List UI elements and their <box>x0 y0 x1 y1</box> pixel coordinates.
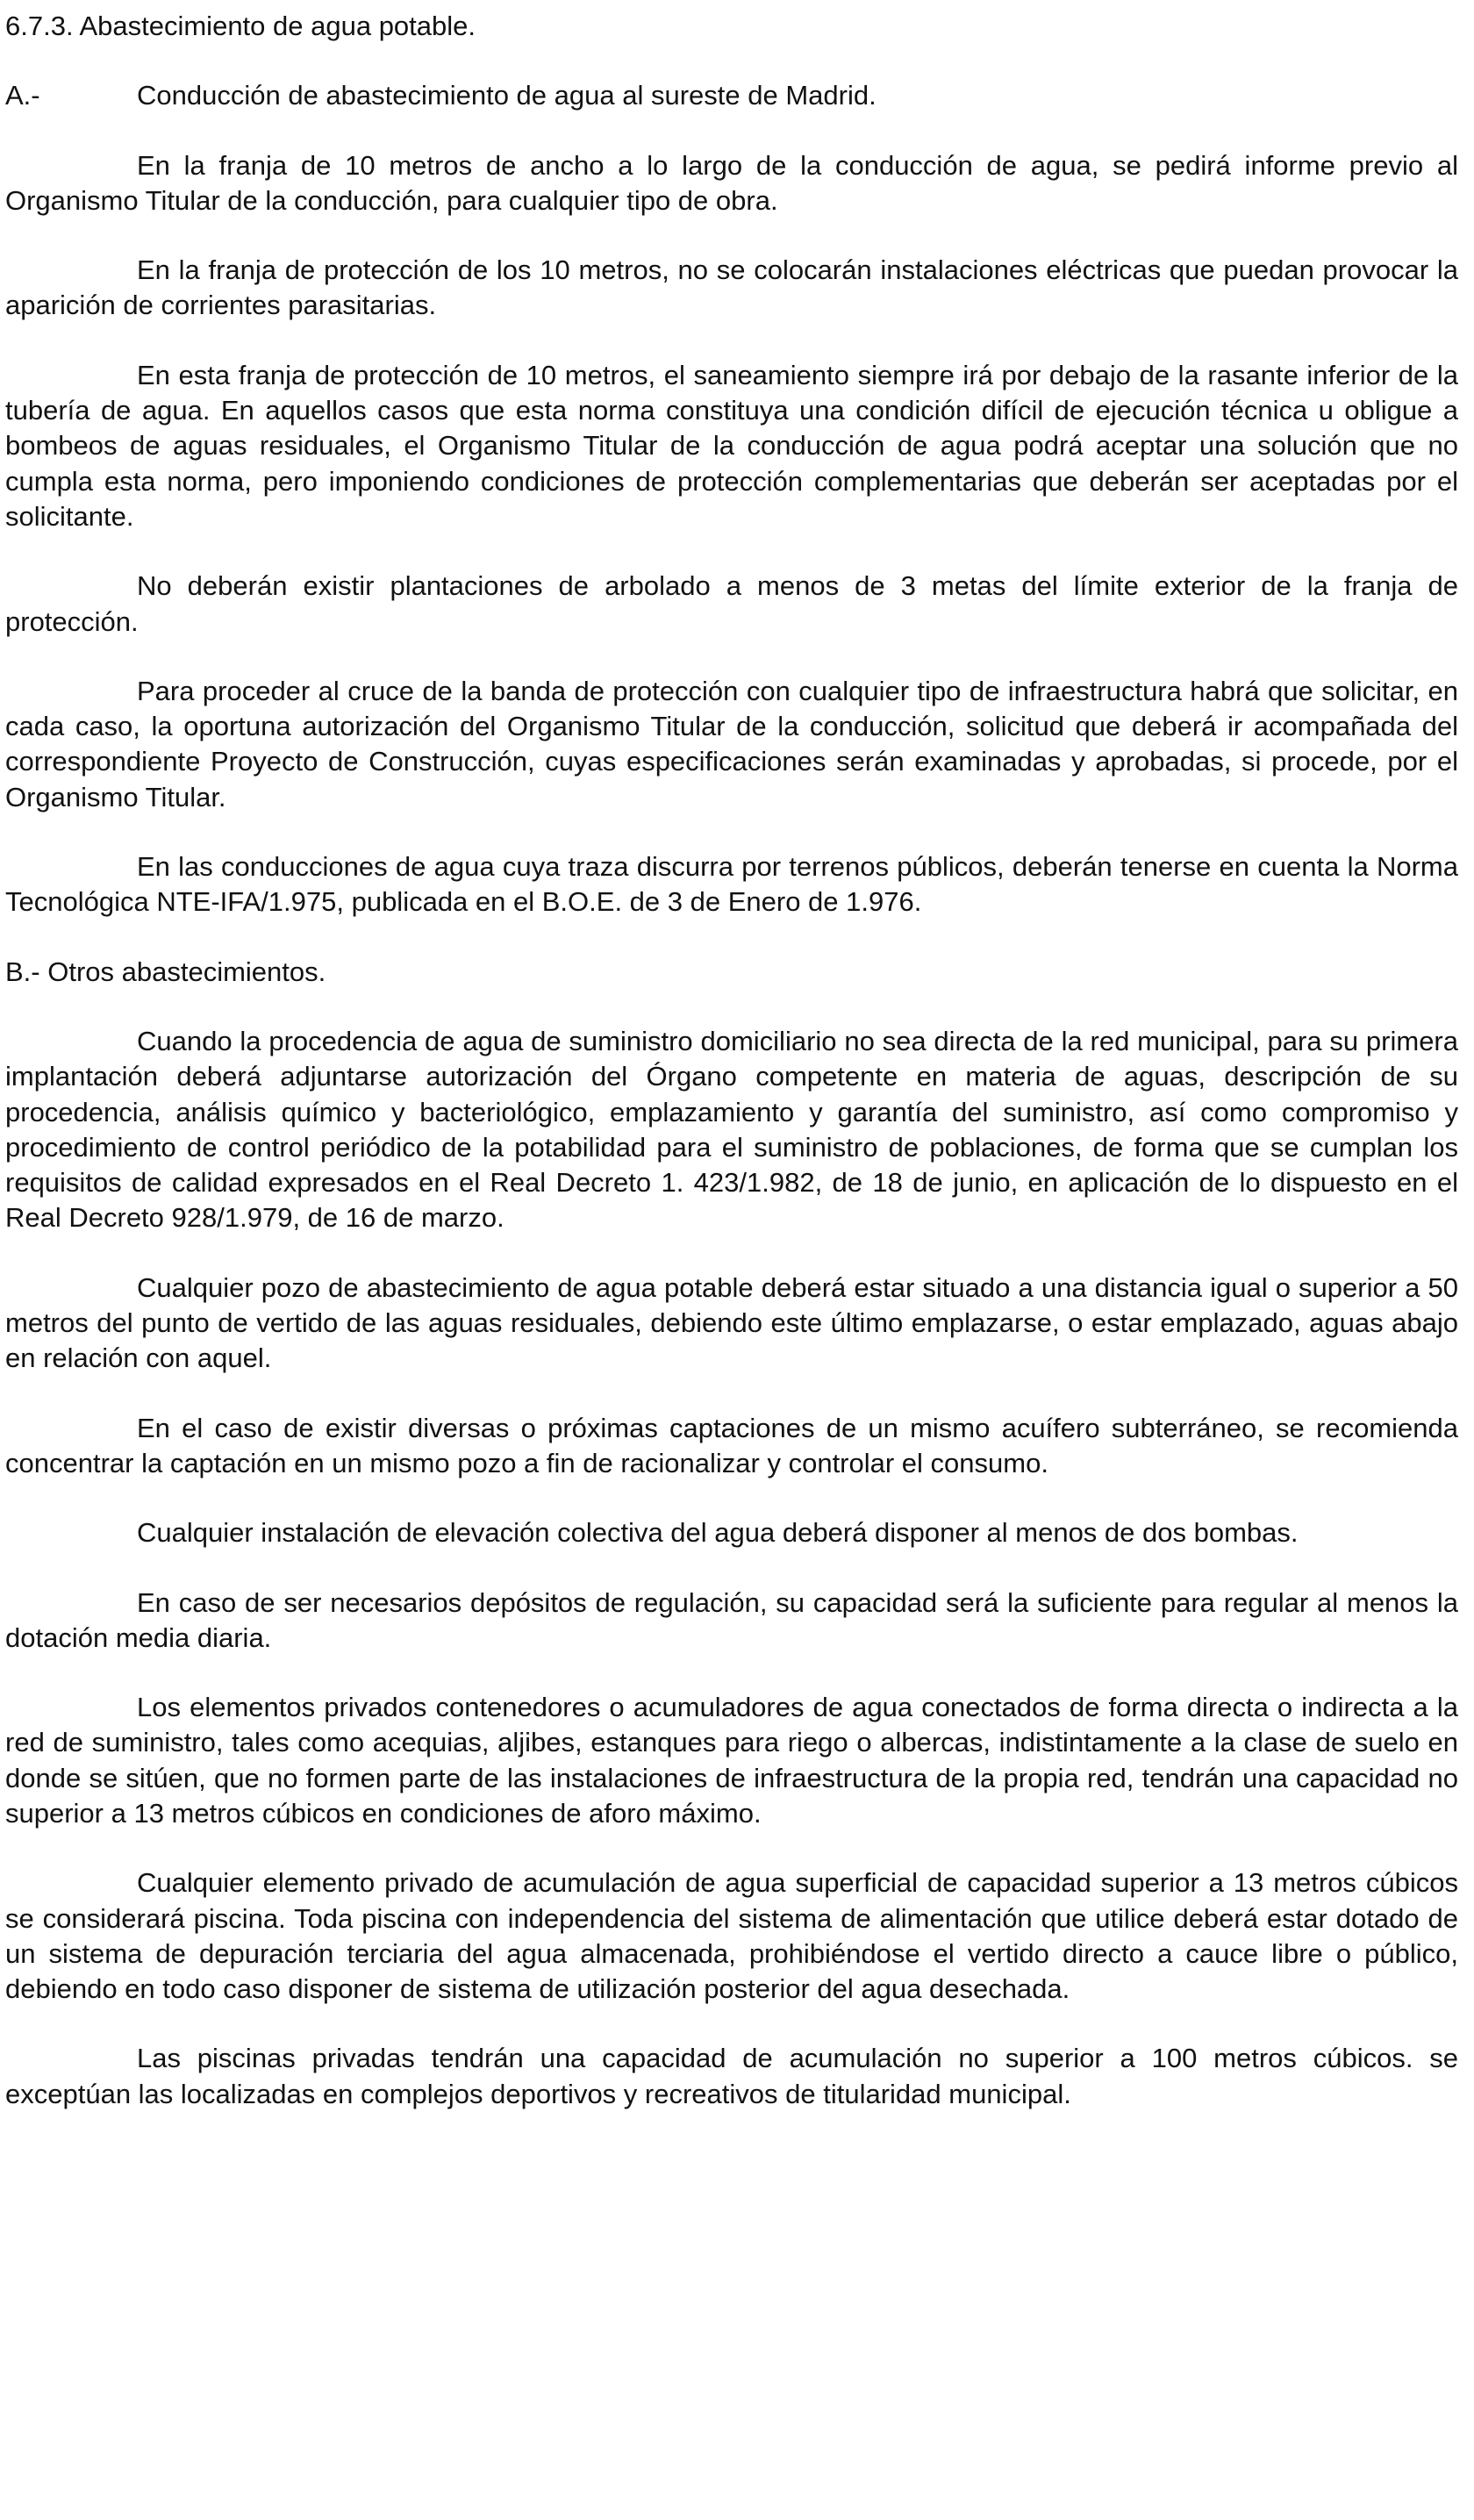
paragraph-b7: Cualquier elemento privado de acumulación de agua superficial de capacidad superior a 13 metros cúbicos se considerará piscina. Toda piscina con independencia del sistema de alimentación que utilice deberá estar dotado de un sistema de depuración terciaria del agua almacenada, prohibiéndose el vertido directo a cauce libre o público, debiendo en todo caso disponer de sistema de utilización posterior del agua desechada. <box>5 1867 1458 2005</box>
section-title: 6.7.3. Abastecimiento de agua potable. <box>5 11 476 41</box>
paragraph-a1: En la franja de 10 metros de ancho a lo largo de la conducción de agua, se pedirá informe previo al Organismo Titular de la conducción, para cualquier tipo de obra. <box>5 149 1458 216</box>
paragraph-b8: Las piscinas privadas tendrán una capacidad de acumulación no superior a 100 metros cúbicos. se exceptúan las localizadas en complejos deportivos y recreativos de titularidad municipal. <box>5 2043 1458 2109</box>
paragraph-a5: Para proceder al cruce de la banda de protección con cualquier tipo de infraestructura habrá que solicitar, en cada caso, la oportuna autorización del Organismo Titular de la conducción, solicitud que deberá ir acompañada del correspondiente Proyecto de Construcción, cuyas especificaciones serán examinadas y aprobadas, si procede, por el Organismo Titular. <box>5 675 1458 813</box>
paragraph-b1: Cuando la procedencia de agua de suministro domiciliario no sea directa de la red municipal, para su primera implantación deberá adjuntarse autorización del Órgano competente en materia de aguas, descripción de su procedencia, análisis químico y bacteriológico, emplazamiento y garantía del suministro, así como compromiso y procedimiento de control periódico de la potabilidad para el suministro de poblaciones, de forma que se cumplan los requisitos de calidad expresados en el Real Decreto 1. 423/1.982, de 18 de junio, en aplicación de lo dispuesto en el Real Decreto 928/1.979, de 16 de marzo. <box>5 1025 1458 1234</box>
paragraph-b6: Los elementos privados contenedores o acumuladores de agua conectados de forma directa o indirecta a la red de suministro, tales como acequias, aljibes, estanques para riego o albercas, indistintamente a la clase de suelo en donde se sitúen, que no formen parte de las instalaciones de infraestructura de la propia red, tendrán una capacidad no superior a 13 metros cúbicos en condiciones de aforo máximo. <box>5 1692 1458 1829</box>
paragraph-b5: En caso de ser necesarios depósitos de regulación, su capacidad será la suficiente para regular al menos la dotación media diaria. <box>5 1586 1458 1653</box>
document-page <box>5 9 1458 2112</box>
paragraph-a4: No deberán existir plantaciones de arbolado a menos de 3 metas del límite exterior de la franja de protección. <box>5 570 1458 637</box>
part-a-title: Conducción de abastecimiento de agua al sureste de Madrid. <box>137 80 877 111</box>
part-b-title: B.- Otros abastecimientos. <box>5 956 326 987</box>
paragraph-b2: Cualquier pozo de abastecimiento de agua potable deberá estar situado a una distancia igual o superior a 50 metros del punto de vertido de las aguas residuales, debiendo este último emplazarse, o estar emplazado, aguas abajo en relación con aquel. <box>5 1271 1458 1374</box>
paragraph-b3: En el caso de existir diversas o próximas captaciones de un mismo acuífero subterráneo, se recomienda concentrar la captación en un mismo pozo a fin de racionalizar y controlar el consumo. <box>5 1412 1458 1478</box>
part-a-heading <box>5 78 1458 113</box>
paragraph-a3: En esta franja de protección de 10 metros, el saneamiento siempre irá por debajo de la rasante inferior de la tubería de agua. En aquellos casos que esta norma constituya una condición difícil de ejecución técnica u obligue a bombeos de aguas residuales, el Organismo Titular de la conducción de agua podrá aceptar una solución que no cumpla esta norma, pero imponiendo condiciones de protección complementarias que deberán ser aceptadas por el solicitante. <box>5 359 1458 532</box>
paragraph-a6: En las conducciones de agua cuya traza discurra por terrenos públicos, deberán tenerse en cuenta la Norma Tecnológica NTE-IFA/1.975, publicada en el B.O.E. de 3 de Enero de 1.976. <box>5 851 1458 918</box>
paragraph-a2: En la franja de protección de los 10 metros, no se colocarán instalaciones eléctricas que puedan provocar la aparición de corrientes parasitarias. <box>5 254 1458 321</box>
paragraph-b4: Cualquier instalación de elevación colectiva del agua deberá disponer al menos de dos bombas. <box>137 1517 1299 1549</box>
part-a-marker: A.- <box>5 80 40 111</box>
